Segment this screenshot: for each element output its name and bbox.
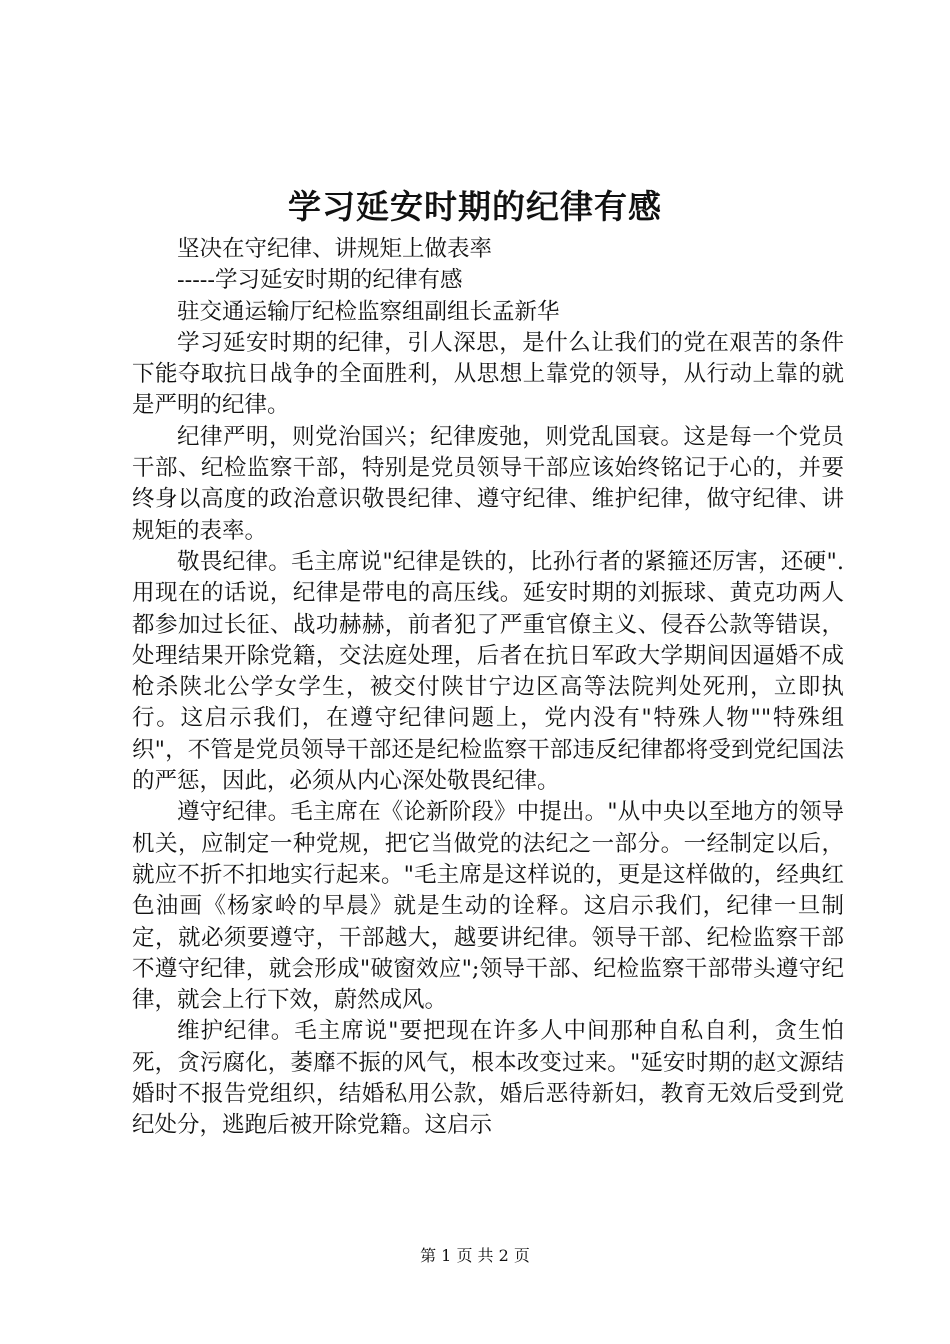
subtitle-dash-line: -----学习延安时期的纪律有感 — [177, 267, 463, 294]
document-title: 学习延安时期的纪律有感 — [288, 187, 662, 226]
paragraph: 学习延安时期的纪律，引人深思，是什么让我们的党在艰苦的条件下能夺取抗日战争的全面胜利，从思想上靠党的领导，从行动上靠的就是严明的纪律。 — [132, 329, 844, 419]
document-body — [132, 234, 844, 1142]
paragraph: 遵守纪律。毛主席在《论新阶段》中提出。"从中央以至地方的领导机关，应制定一种党规，把它当做党的法纪之一部分。一经制定以后，就应不折不扣地实行起来。"毛主席是这样说的，更是这样做的，经典红色油画《杨家岭的早晨》就是生动的诠释。这启示我们，纪律一旦制定，就必须要遵守，干部越大，越要讲纪律。领导干部、纪检监察干部不遵守纪律，就会形成"破窗效应";领导干部、纪检监察干部带头遵守纪律，就会上行下效，蔚然成风。 — [132, 799, 844, 1014]
subtitle-line: 坚决在守纪律、讲规矩上做表率 — [177, 236, 493, 262]
page-number-footer: 第 1 页 共 2 页 — [420, 1246, 530, 1265]
paragraph: 纪律严明，则党治国兴；纪律废弛，则党乱国衰。这是每一个党员干部、纪检监察干部，特别是党员领导干部应该始终铭记于心的，并要终身以高度的政治意识敬畏纪律、遵守纪律、维护纪律，做守纪律、讲规矩的表率。 — [132, 423, 844, 544]
author-line: 驻交通运输厅纪检监察组副组长孟新华 — [177, 298, 560, 325]
paragraph: 敬畏纪律。毛主席说"纪律是铁的，比孙行者的紧箍还厉害，还硬".用现在的话说，纪律是带电的高压线。延安时期的刘振球、黄克功两人都参加过长征、战功赫赫，前者犯了严重官僚主义、侵吞公款等错误，处理结果开除党籍，交法庭处理，后者在抗日军政大学期间因逼婚不成枪杀陕北公学女学生，被交付陕甘宁边区高等法院判处死刑，立即执行。这启示我们，在遵守纪律问题上，党内没有"特殊人物""特殊组织"，不管是党员领导干部还是纪检监察干部违反纪律都将受到党纪国法的严惩，因此，必须从内心深处敬畏纪律。 — [132, 548, 844, 795]
paragraph: 维护纪律。毛主席说"要把现在许多人中间那种自私自利，贪生怕死，贪污腐化，萎靡不振的风气，根本改变过来。"延安时期的赵文源结婚时不报告党组织，结婚私用公款，婚后恶待新妇，教育无效后受到党纪处分，逃跑后被开除党籍。这启示 — [132, 1018, 844, 1139]
